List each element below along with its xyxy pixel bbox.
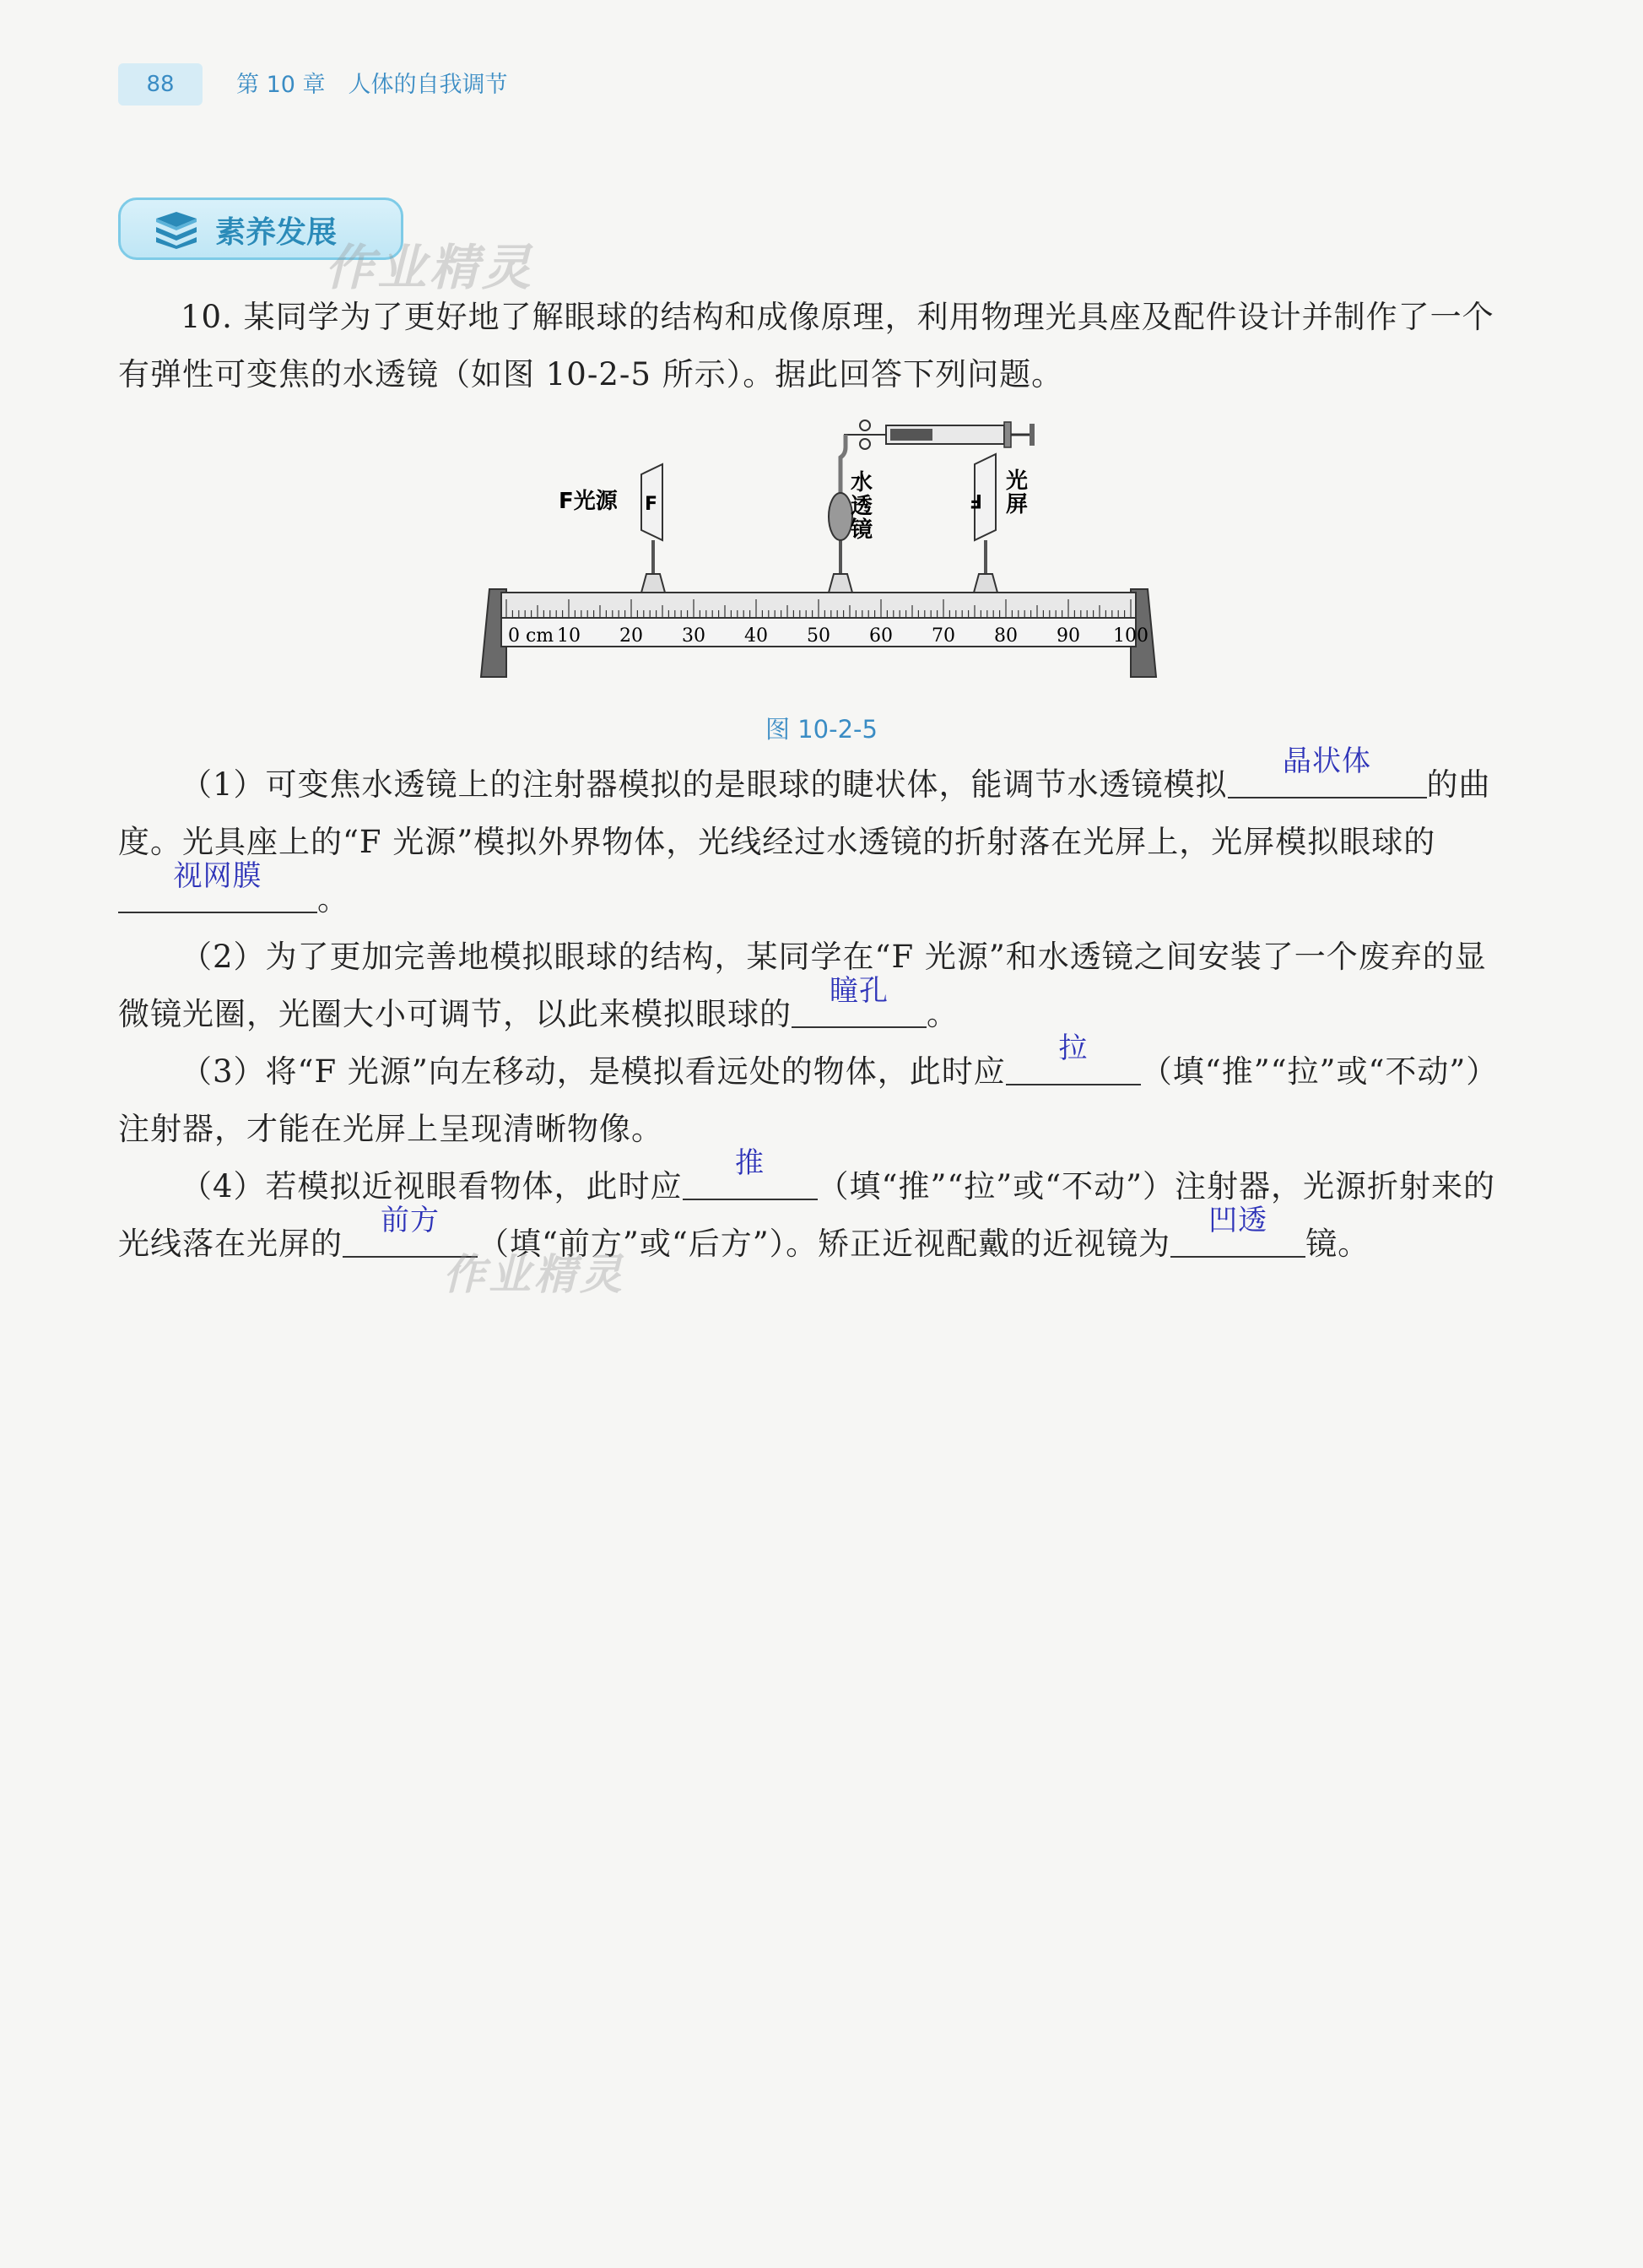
ruler-tick-label: 60 — [869, 625, 893, 647]
part-1 — [118, 744, 1502, 928]
chapter-title: 第 10 章 人体的自我调节 — [236, 72, 508, 98]
watermark-bottom: 作业精灵 — [443, 1250, 625, 1299]
lens-label-2: 透 — [851, 494, 873, 519]
ruler-tick-label: 40 — [744, 625, 768, 647]
ruler-tick-label: 10 — [557, 625, 581, 647]
part-1-text-b: 的曲度。光具座上的“F 光源”模拟外界物体，光线经过水透镜的折射落在光屏上，光屏模拟眼球的 — [118, 766, 1491, 860]
part-4-text-b: （填“推”“拉”或“不动”）注射器，光源折射来的光线落在光屏的 — [118, 1168, 1496, 1262]
ruler-tick-label: 70 — [932, 625, 955, 647]
watermark-top: 作业精灵 — [325, 239, 535, 296]
question-stem: 10. 某同学为了更好地了解眼球的结构和成像原理，利用物理光具座及配件设计并制作了一个有弹性可变焦的水透镜（如图 10-2-5 所示）。据此回答下列问题。 — [118, 299, 1494, 392]
answer-text: 凹透 — [1208, 1204, 1268, 1237]
light-screen — [974, 454, 997, 593]
section-title: 素养发展 — [215, 215, 338, 250]
lens-label-1: 水 — [851, 470, 873, 495]
part-4-text-a: （4）若模拟近视眼看物体，此时应 — [181, 1168, 683, 1204]
part-4-text-c: （填“前方”或“后方”）。矫正近视配戴的近视镜为 — [478, 1226, 1171, 1262]
part-4 — [118, 1146, 1502, 1273]
light-source-label: F光源 — [559, 489, 618, 514]
optical-bench-figure — [447, 414, 1190, 684]
part-2-text-b: 。 — [927, 996, 959, 1032]
ruler-tick-label: 90 — [1057, 625, 1080, 647]
page-number: 88 — [118, 63, 203, 106]
answer-text: 视网膜 — [173, 859, 262, 893]
answer-text: 前方 — [381, 1204, 440, 1237]
answer-blank — [792, 974, 927, 1028]
answer-text: 瞳孔 — [830, 974, 889, 1008]
part-3-text-b: （填“推”“拉”或“不动”）注射器，才能在光屏上呈现清晰物像。 — [118, 1053, 1499, 1147]
source-letter: F — [645, 494, 658, 515]
answer-text: 推 — [735, 1146, 765, 1180]
ruler-tick-label: 80 — [994, 625, 1018, 647]
answer-blank — [683, 1146, 818, 1200]
screen-letter: F — [969, 490, 982, 511]
part-4-text-d: 镜。 — [1305, 1226, 1370, 1262]
answer-blank — [1228, 744, 1427, 798]
part-1-text-c: 。 — [317, 881, 349, 917]
ruler-tick-label: 100 — [1113, 625, 1148, 647]
books-icon — [153, 212, 200, 249]
figure-caption: 图 10-2-5 — [765, 715, 878, 744]
answer-text: 晶状体 — [1283, 744, 1372, 778]
f-light-source — [641, 464, 665, 593]
part-1-text-a: （1）可变焦水透镜上的注射器模拟的是眼球的睫状体，能调节水透镜模拟 — [181, 766, 1228, 803]
part-3-text-a: （3）将“F 光源”向左移动，是模拟看远处的物体，此时应 — [181, 1053, 1006, 1090]
answer-blank — [1170, 1204, 1305, 1258]
ruler-tick-label: 30 — [682, 625, 705, 647]
part-2 — [118, 928, 1502, 1043]
ruler-tick-label: 0 cm — [508, 625, 554, 647]
answer-text: 拉 — [1058, 1031, 1089, 1065]
screen-label-1: 光 — [1006, 468, 1029, 494]
answer-blank — [118, 859, 317, 913]
screen-label-2: 屏 — [1006, 492, 1029, 517]
part-2-text-a: （2）为了更加完善地模拟眼球的结构，某同学在“F 光源”和水透镜之间安装了一个废弃的显微镜光圈，光圈大小可调节，以此来模拟眼球的 — [118, 939, 1487, 1032]
ruler-tick-label: 50 — [807, 625, 830, 647]
water-lens — [829, 493, 852, 593]
ruler-tick-label: 20 — [619, 625, 643, 647]
lens-label-3: 镜 — [851, 517, 873, 543]
answer-blank — [1006, 1031, 1141, 1085]
